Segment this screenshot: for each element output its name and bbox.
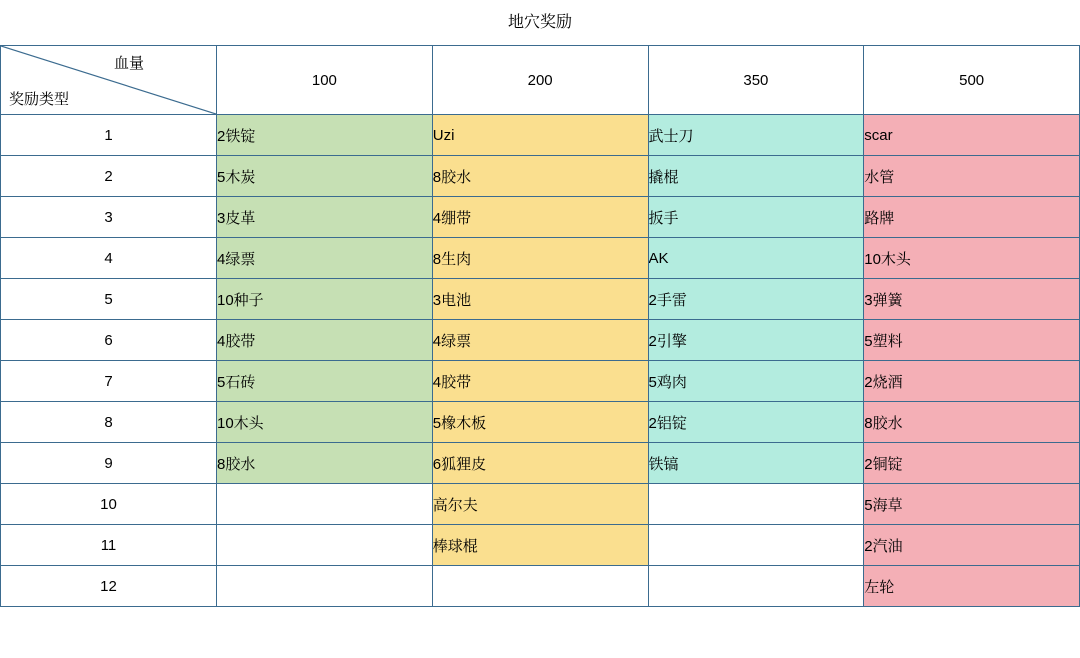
row-index-cell: 11 xyxy=(1,525,217,566)
corner-bottom-label: 奖励类型 xyxy=(9,91,70,108)
reward-cell-100-12 xyxy=(217,566,433,607)
reward-cell-200-3: 4绷带 xyxy=(432,197,648,238)
reward-cell-200-2: 8胶水 xyxy=(432,156,648,197)
column-header-100: 100 xyxy=(217,46,433,115)
reward-table xyxy=(0,45,1080,607)
reward-cell-200-11: 棒球棍 xyxy=(432,525,648,566)
reward-cell-350-1: 武士刀 xyxy=(648,115,864,156)
corner-header-cell xyxy=(1,46,217,115)
table-row xyxy=(1,279,1080,320)
reward-cell-350-8: 2铝锭 xyxy=(648,402,864,443)
table-row xyxy=(1,320,1080,361)
reward-cell-200-10: 高尔夫 xyxy=(432,484,648,525)
reward-cell-100-8: 10木头 xyxy=(217,402,433,443)
reward-cell-350-5: 2手雷 xyxy=(648,279,864,320)
reward-cell-200-12 xyxy=(432,566,648,607)
row-index-cell: 5 xyxy=(1,279,217,320)
row-index-cell: 9 xyxy=(1,443,217,484)
table-row xyxy=(1,115,1080,156)
reward-cell-100-7: 5石砖 xyxy=(217,361,433,402)
reward-cell-200-6: 4绿票 xyxy=(432,320,648,361)
row-index-cell: 1 xyxy=(1,115,217,156)
table-row xyxy=(1,156,1080,197)
column-header-200: 200 xyxy=(432,46,648,115)
reward-cell-500-2: 水管 xyxy=(864,156,1080,197)
row-index-cell: 7 xyxy=(1,361,217,402)
row-index-cell: 4 xyxy=(1,238,217,279)
table-row xyxy=(1,238,1080,279)
table-header-row xyxy=(1,46,1080,115)
reward-cell-100-1: 2铁锭 xyxy=(217,115,433,156)
reward-cell-350-11 xyxy=(648,525,864,566)
row-index-cell: 12 xyxy=(1,566,217,607)
reward-cell-350-9: 铁镐 xyxy=(648,443,864,484)
reward-cell-100-4: 4绿票 xyxy=(217,238,433,279)
row-index-cell: 10 xyxy=(1,484,217,525)
page-title: 地穴奖励 xyxy=(507,14,572,31)
reward-cell-350-2: 撬棍 xyxy=(648,156,864,197)
reward-cell-500-1: scar xyxy=(864,115,1080,156)
reward-cell-200-1: Uzi xyxy=(432,115,648,156)
reward-cell-500-12: 左轮 xyxy=(864,566,1080,607)
reward-cell-500-11: 2汽油 xyxy=(864,525,1080,566)
reward-cell-350-3: 扳手 xyxy=(648,197,864,238)
reward-cell-500-7: 2烧酒 xyxy=(864,361,1080,402)
table-row xyxy=(1,566,1080,607)
reward-cell-100-10 xyxy=(217,484,433,525)
reward-cell-350-12 xyxy=(648,566,864,607)
table-row xyxy=(1,443,1080,484)
reward-cell-100-2: 5木炭 xyxy=(217,156,433,197)
reward-cell-500-5: 3弹簧 xyxy=(864,279,1080,320)
row-index-cell: 3 xyxy=(1,197,217,238)
reward-cell-350-7: 5鸡肉 xyxy=(648,361,864,402)
reward-cell-100-6: 4胶带 xyxy=(217,320,433,361)
reward-cell-350-4: AK xyxy=(648,238,864,279)
reward-cell-500-9: 2铜锭 xyxy=(864,443,1080,484)
reward-cell-350-10 xyxy=(648,484,864,525)
table-row xyxy=(1,361,1080,402)
reward-cell-100-5: 10种子 xyxy=(217,279,433,320)
reward-cell-100-3: 3皮革 xyxy=(217,197,433,238)
reward-cell-200-8: 5橡木板 xyxy=(432,402,648,443)
reward-cell-100-11 xyxy=(217,525,433,566)
reward-cell-350-6: 2引擎 xyxy=(648,320,864,361)
row-index-cell: 8 xyxy=(1,402,217,443)
corner-top-label: 血量 xyxy=(113,55,144,72)
table-body xyxy=(1,115,1080,607)
reward-cell-500-6: 5塑料 xyxy=(864,320,1080,361)
reward-cell-500-8: 8胶水 xyxy=(864,402,1080,443)
column-header-500: 500 xyxy=(864,46,1080,115)
reward-cell-200-7: 4胶带 xyxy=(432,361,648,402)
reward-cell-200-5: 3电池 xyxy=(432,279,648,320)
table-row xyxy=(1,484,1080,525)
reward-cell-200-4: 8生肉 xyxy=(432,238,648,279)
row-index-cell: 2 xyxy=(1,156,217,197)
table-row xyxy=(1,525,1080,566)
reward-cell-500-4: 10木头 xyxy=(864,238,1080,279)
reward-cell-200-9: 6狐狸皮 xyxy=(432,443,648,484)
reward-cell-500-10: 5海草 xyxy=(864,484,1080,525)
reward-cell-100-9: 8胶水 xyxy=(217,443,433,484)
row-index-cell: 6 xyxy=(1,320,217,361)
table-row xyxy=(1,197,1080,238)
reward-cell-500-3: 路牌 xyxy=(864,197,1080,238)
table-head xyxy=(1,46,1080,115)
column-header-350: 350 xyxy=(648,46,864,115)
table-row xyxy=(1,402,1080,443)
